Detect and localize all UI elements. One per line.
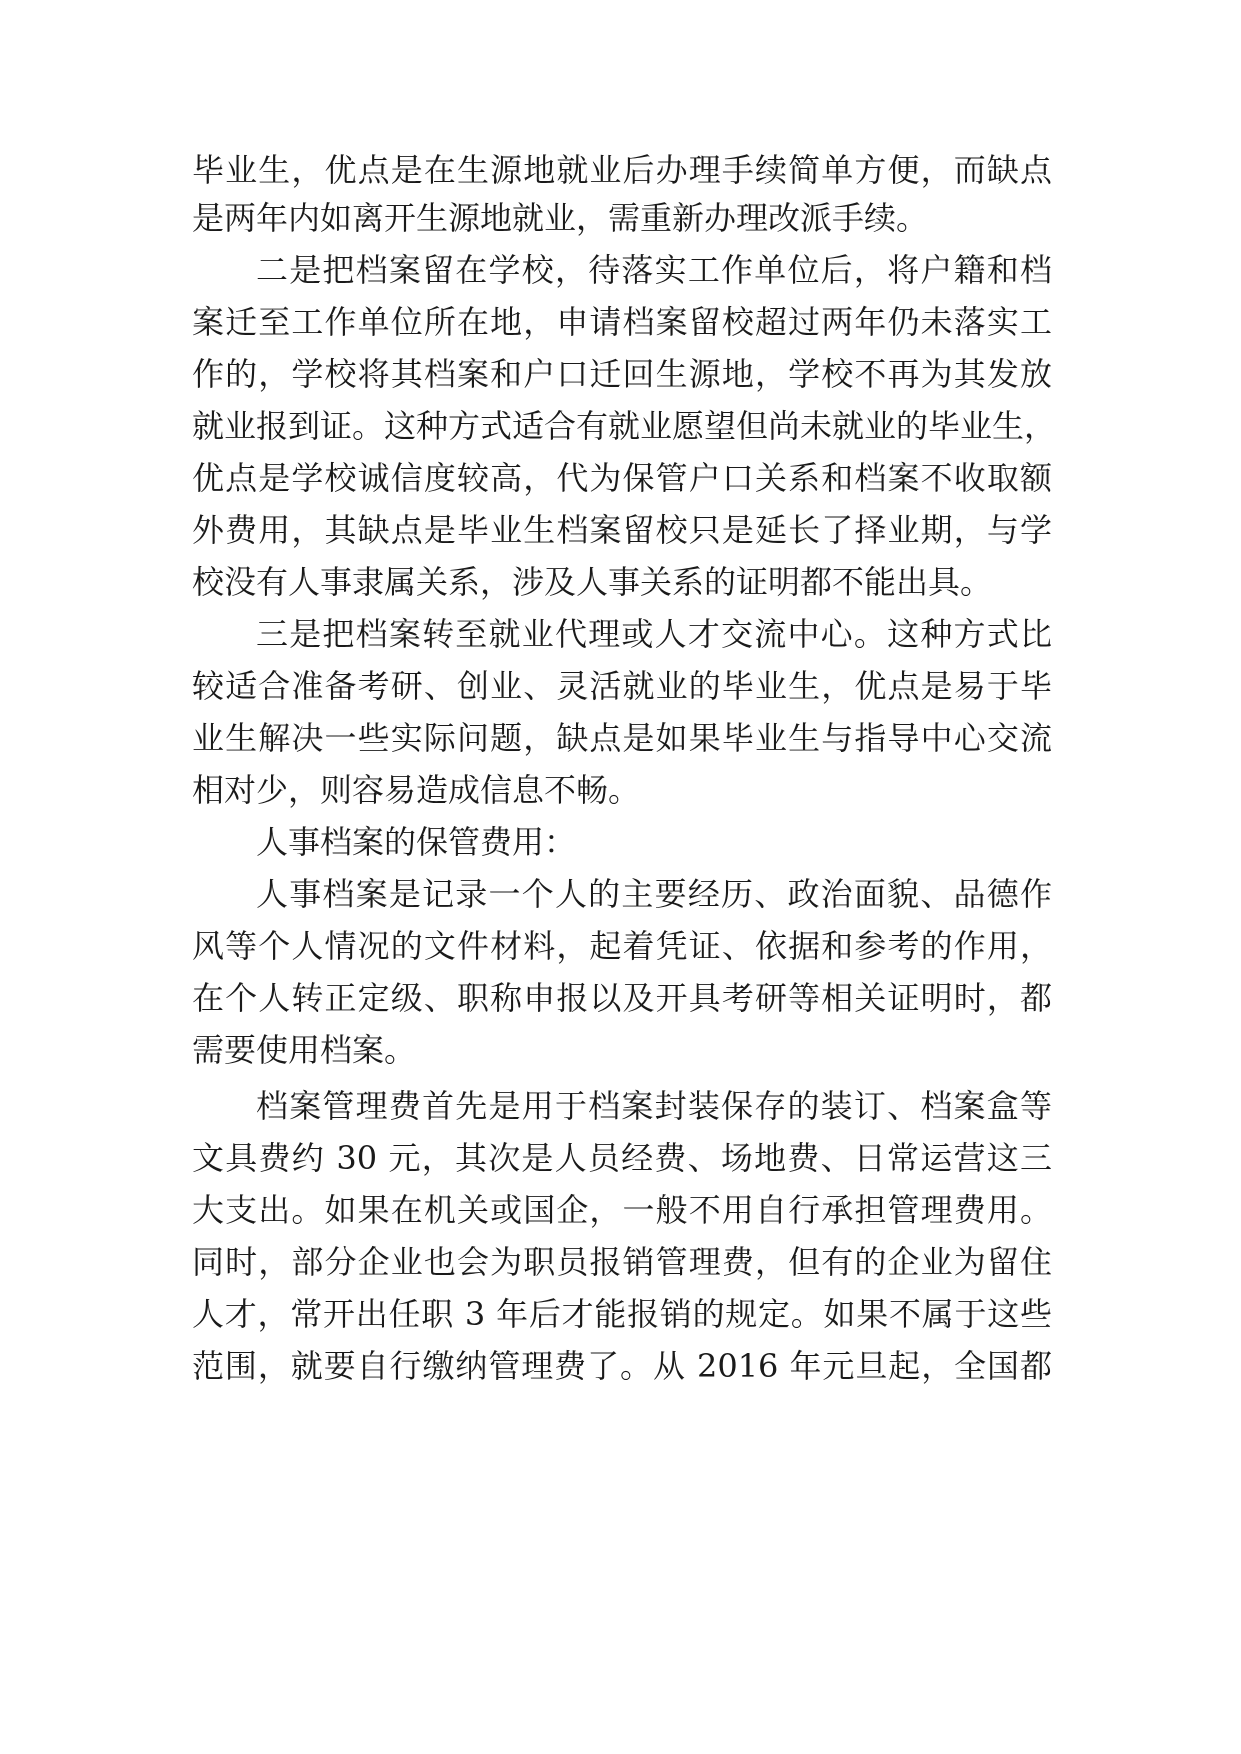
body-text-line: 较适合准备考研、创业、灵活就业的毕业生，优点是易于毕	[192, 667, 1052, 705]
body-text-line: 就业报到证。这种方式适合有就业愿望但尚未就业的毕业生，	[192, 407, 1057, 445]
section-heading: 人事档案的保管费用：	[256, 823, 577, 861]
body-text-line: 同时，部分企业也会为职员报销管理费，但有的企业为留住	[192, 1243, 1052, 1281]
body-text-line: 文具费约 30 元，其次是人员经费、场地费、日常运营这三	[192, 1139, 1052, 1177]
body-text-line: 业生解决一些实际问题，缺点是如果毕业生与指导中心交流	[192, 719, 1052, 757]
paragraph-first-line: 档案管理费首先是用于档案封装保存的装订、档案盒等	[256, 1087, 1052, 1125]
body-text-line: 作的，学校将其档案和户口迁回生源地，学校不再为其发放	[192, 355, 1052, 393]
body-text-line: 需要使用档案。	[192, 1031, 417, 1069]
body-text-line: 是两年内如离开生源地就业，需重新办理改派手续。	[192, 199, 929, 237]
body-text-line: 范围，就要自行缴纳管理费了。从 2016 年元旦起，全国都	[192, 1347, 1052, 1385]
body-text-line: 大支出。如果在机关或国企，一般不用自行承担管理费用。	[192, 1191, 1052, 1229]
body-text-line: 优点是学校诚信度较高，代为保管户口关系和档案不收取额	[192, 459, 1052, 497]
paragraph-first-line: 三是把档案转至就业代理或人才交流中心。这种方式比	[256, 615, 1052, 653]
body-text-line: 校没有人事隶属关系，涉及人事关系的证明都不能出具。	[192, 563, 993, 601]
paragraph-first-line: 二是把档案留在学校，待落实工作单位后，将户籍和档	[256, 251, 1052, 289]
body-text-line: 毕业生，优点是在生源地就业后办理手续简单方便，而缺点	[192, 151, 1052, 189]
body-text-line: 在个人转正定级、职称申报以及开具考研等相关证明时，都	[192, 979, 1052, 1017]
body-text-line: 风等个人情况的文件材料，起着凭证、依据和参考的作用，	[192, 927, 1052, 965]
paragraph-first-line: 人事档案是记录一个人的主要经历、政治面貌、品德作	[256, 875, 1052, 913]
body-text-line: 案迁至工作单位所在地，申请档案留校超过两年仍未落实工	[192, 303, 1052, 341]
body-text-line: 人才，常开出任职 3 年后才能报销的规定。如果不属于这些	[192, 1295, 1052, 1333]
body-text-line: 相对少，则容易造成信息不畅。	[192, 771, 641, 809]
body-text-line: 外费用，其缺点是毕业生档案留校只是延长了择业期，与学	[192, 511, 1052, 549]
